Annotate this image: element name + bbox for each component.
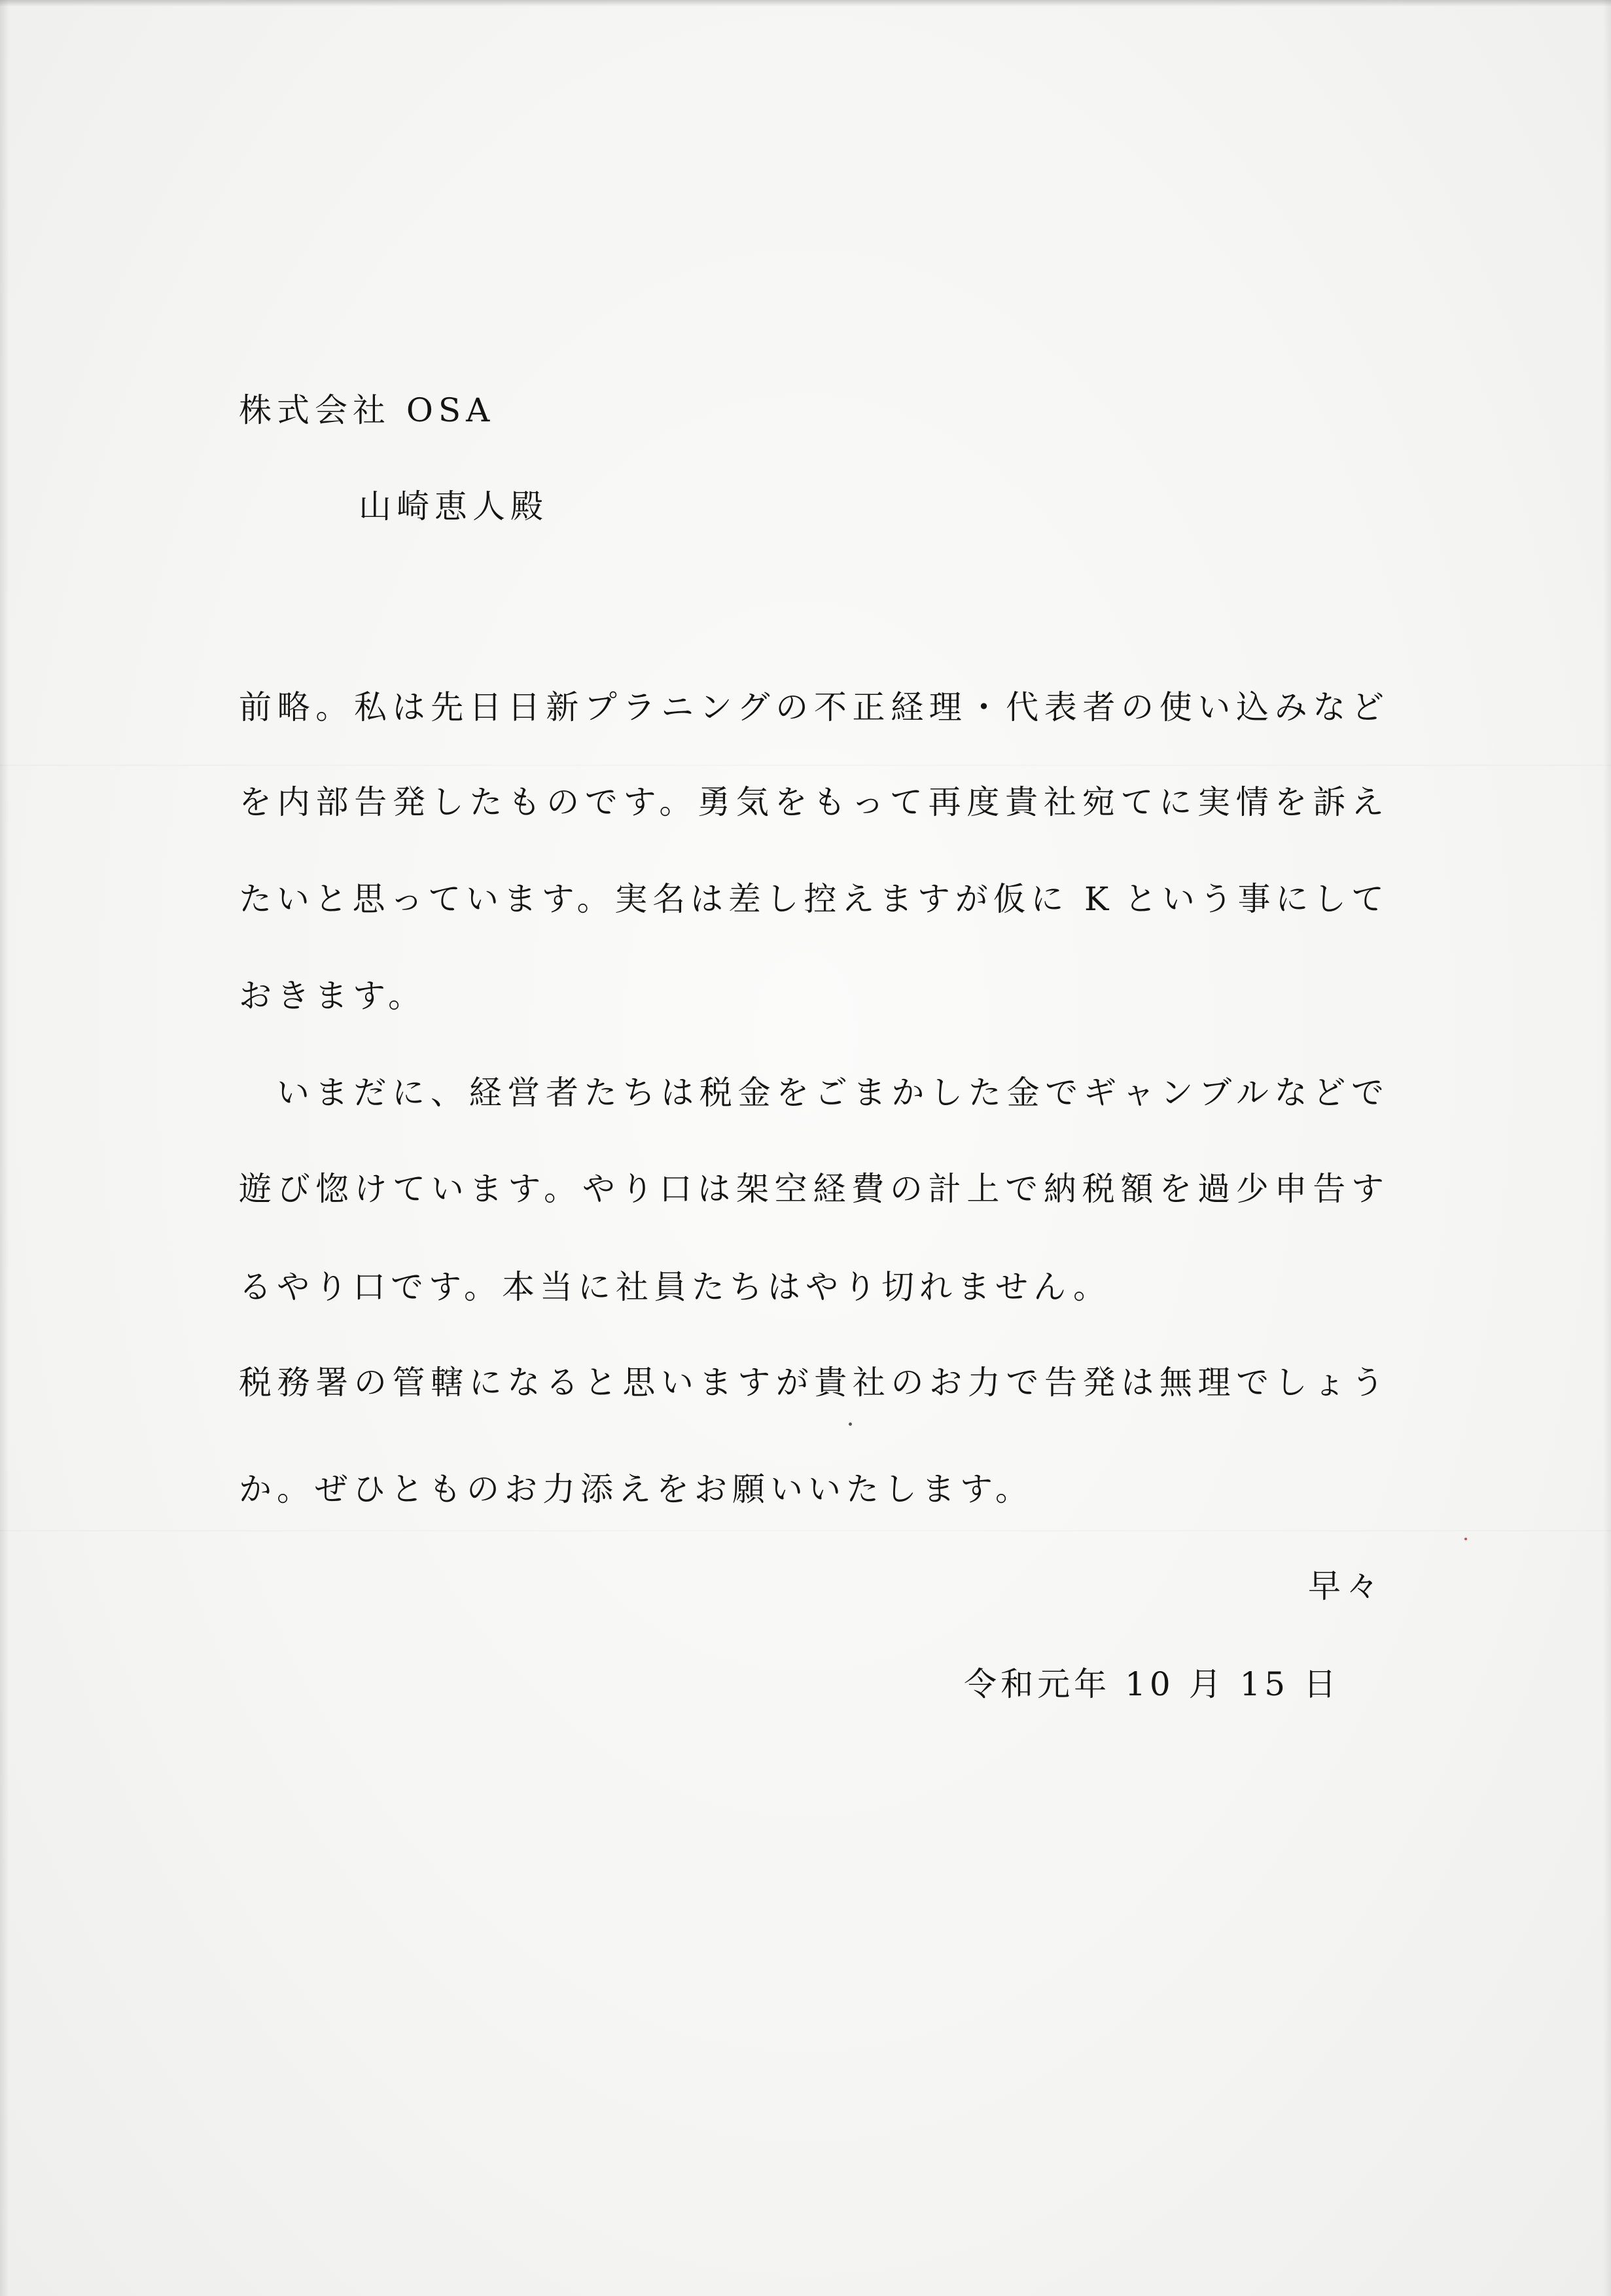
paper-speck bbox=[849, 1422, 852, 1426]
paper-crease-upper bbox=[0, 764, 1611, 766]
body-line-8: 税務署の管轄になると思いますが貴社のお力で告発は無理でしょう bbox=[239, 1364, 1384, 1402]
body-line-1: 前略。私は先日日新プラニングの不正経理・代表者の使い込みなど bbox=[239, 688, 1384, 726]
paper-speck-red bbox=[1464, 1538, 1467, 1540]
body-line-9: か。ぜひとものお力添えをお願いいたします。 bbox=[239, 1470, 1033, 1508]
body-line-7: るやり口です。本当に社員たちはやり切れません。 bbox=[239, 1268, 1111, 1306]
body-line-5: いまだに、経営者たちは税金をごまかした金でギャンブルなどで bbox=[277, 1074, 1384, 1112]
body-line-6: 遊び惚けています。やり口は架空経費の計上で納税額を過少申告す bbox=[239, 1170, 1384, 1208]
recipient-company: 株式会社 OSA bbox=[239, 391, 495, 429]
body-line-3: たいと思っています。実名は差し控えますが仮に K という事にして bbox=[239, 880, 1384, 918]
body-line-2: を内部告発したものです。勇気をもって再度貴社宛てに実情を訴え bbox=[239, 783, 1384, 821]
closing-phrase: 早々 bbox=[1308, 1567, 1384, 1605]
recipient-name: 山崎恵人殿 bbox=[359, 487, 548, 525]
paper-crease-lower bbox=[0, 1530, 1611, 1532]
body-line-4: おきます。 bbox=[239, 977, 426, 1015]
letter-date: 令和元年 10 月 15 日 bbox=[964, 1665, 1340, 1703]
